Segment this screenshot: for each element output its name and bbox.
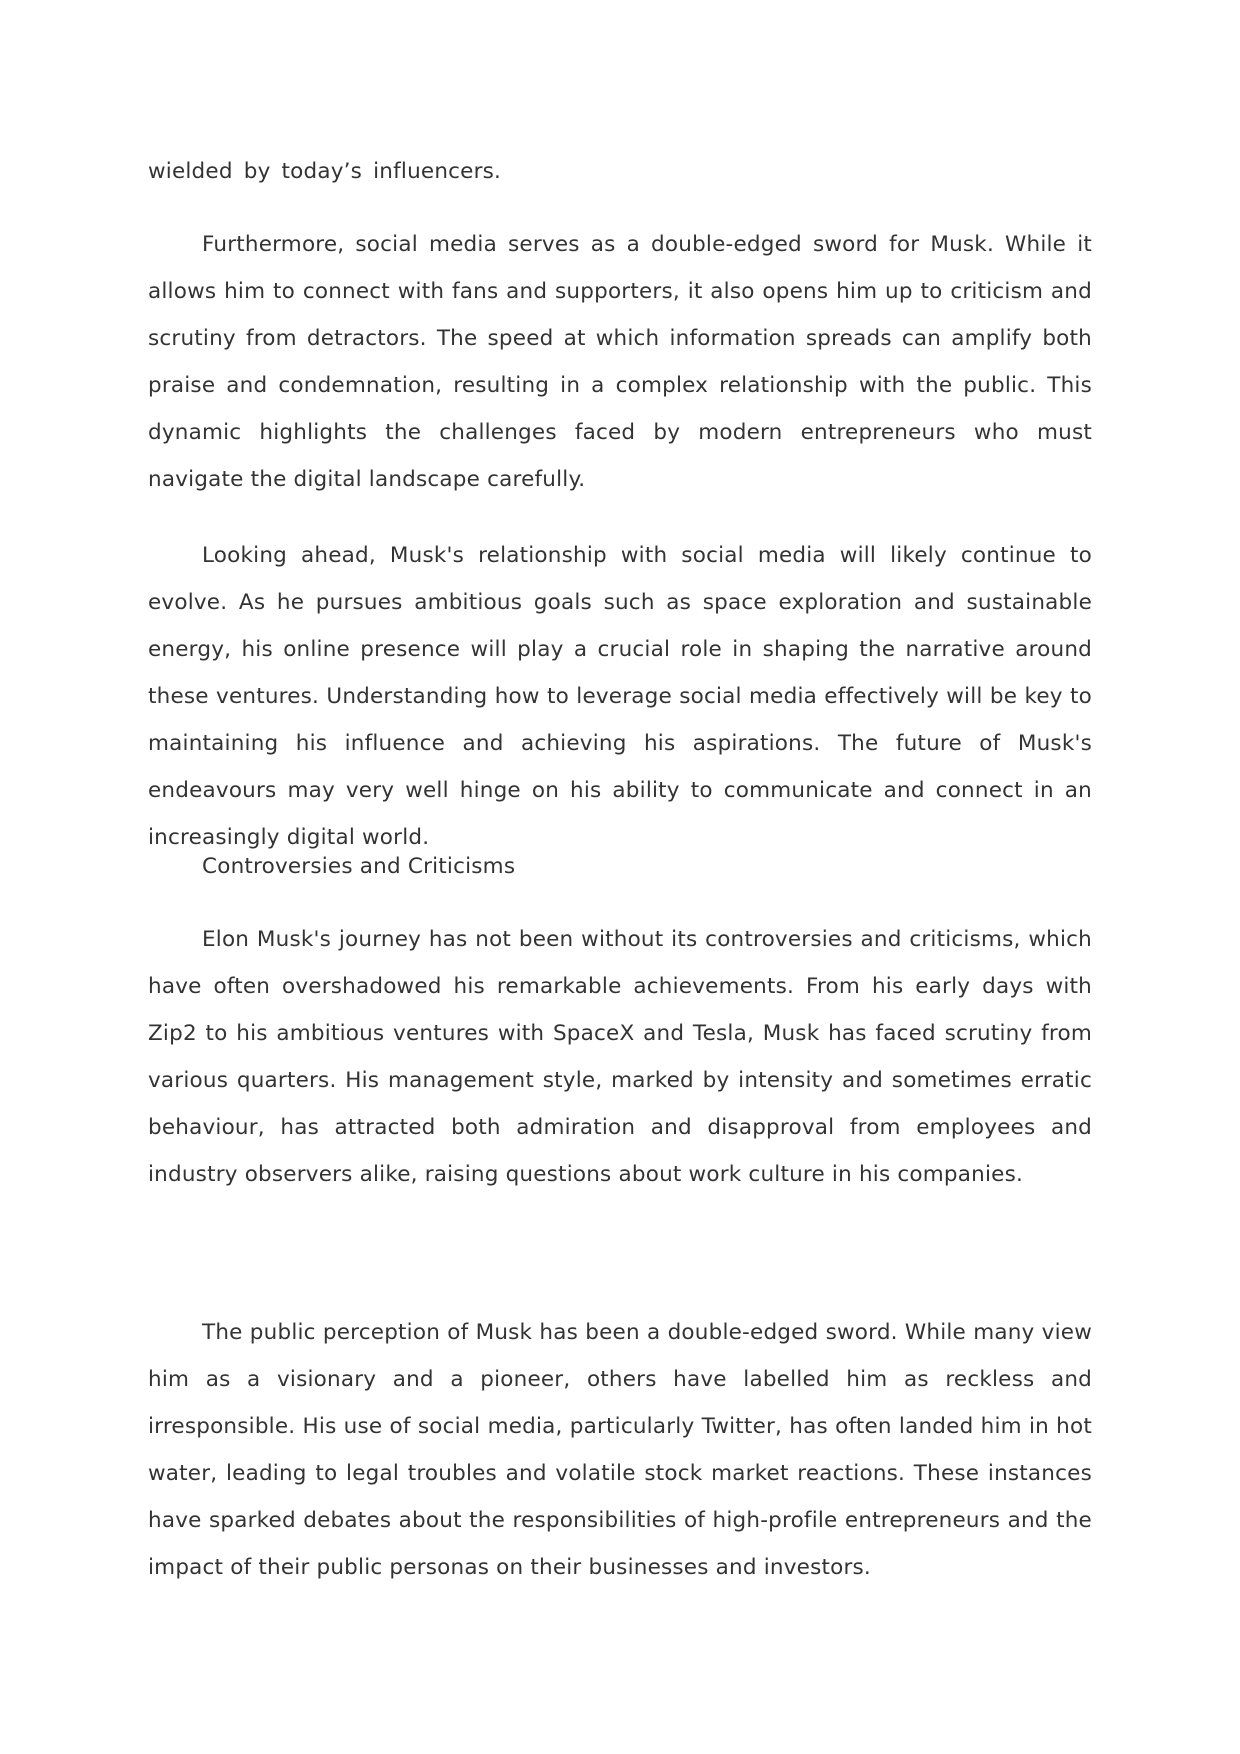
paragraph-social-media-double-edged: Furthermore, social media serves as a double-edged sword for Musk. While it allows him to connect with fans and supporters, it also opens him up to criticism and scrutiny from detractors. The speed at which information spreads can amplify both praise and condemnation, resulting in a complex relationship with the public. This dynamic highlights the challenges faced by modern entrepreneurs who must navigate the digital landscape carefully. [148,232,1092,492]
section-heading: Controversies and Criticisms [202,854,516,879]
paragraph-continuation: wielded by today’s influencers. [148,159,502,184]
paragraph-looking-ahead: Looking ahead, Musk's relationship with social media will likely continue to evolve. As he pursues ambitious goals such as space exploration and sustainable energy, his online presence will play a crucial role in shaping the narrative around these ventures. Understanding how to leverage social media effectively will be key to maintaining his influence and achieving his aspirations. The future of Musk's endeavours may very well hinge on his ability to communicate and connect in an increasingly digital world. [148,543,1092,850]
paragraph-public-perception: The public perception of Musk has been a double-edged sword. While many view him as a visionary and a pioneer, others have labelled him as reckless and irresponsible. His use of social media, particularly Twitter, has often landed him in hot water, leading to legal troubles and volatile stock market reactions. These instances have sparked debates about the responsibilities of high-profile entrepreneurs and the impact of their public personas on their businesses and investors. [148,1320,1092,1580]
paragraph-controversies: Elon Musk's journey has not been without its controversies and criticisms, which have often overshadowed his remarkable achievements. From his early days with Zip2 to his ambitious ventures with SpaceX and Tesla, Musk has faced scrutiny from various quarters. His management style, marked by intensity and sometimes erratic behaviour, has attracted both admiration and disapproval from employees and industry observers alike, raising questions about work culture in his companies. [148,927,1092,1187]
